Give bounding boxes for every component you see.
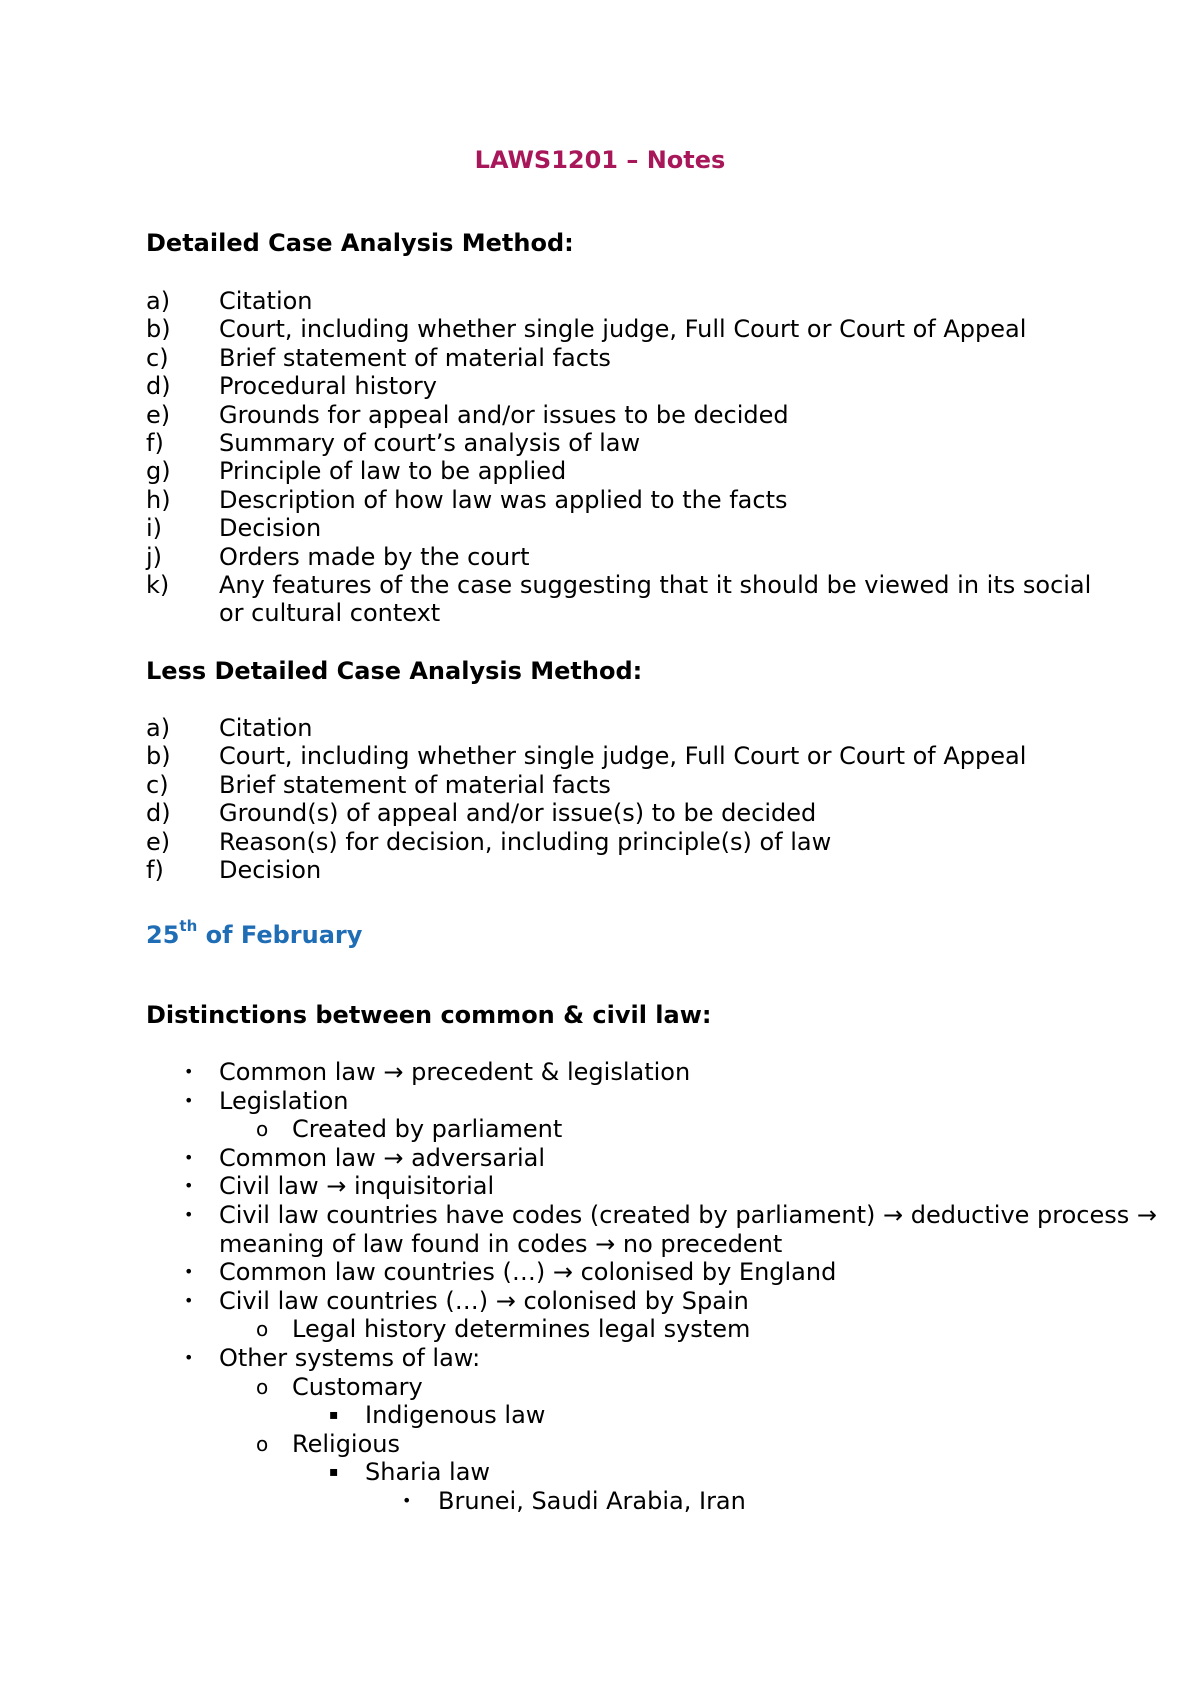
list-item [146,401,1119,429]
list-marker: k) [146,571,170,600]
list-item-text: Civil law countries have codes (created by parliament) → deductive process → meaning of law found in codes → no precedent [219,1200,1158,1258]
circle-bullet-icon: o [256,1117,269,1142]
list-item [146,486,1119,514]
list-item-text: Description of how law was applied to the facts [219,485,788,514]
list-item-text: Civil law countries (…) → colonised by Spain [219,1286,749,1315]
list-item [146,344,1119,372]
circle-bullet-icon: o [256,1374,269,1399]
list-item [146,799,1119,827]
list-item [146,457,1119,485]
page-title: LAWS1201 – Notes [474,146,726,174]
list-item [146,742,1119,770]
list-item [146,1058,1179,1087]
bullet-icon: • [184,1290,194,1310]
square-bullet-icon: ▪ [329,1407,339,1424]
detailed-method-list [146,287,1119,628]
list-item-text: Brief statement of material facts [219,770,611,799]
list-marker: b) [146,315,171,344]
detailed-method-heading: Detailed Case Analysis Method: [146,229,574,257]
list-item-text: Procedural history [219,372,437,401]
less-detailed-method-list [146,714,1119,884]
list-item-text: Principle of law to be applied [219,457,567,486]
list-item-text: Citation [219,287,313,315]
list-item-text: Legislation [219,1086,349,1115]
list-item [146,714,1119,742]
square-bullet-icon: ▪ [329,1464,339,1481]
date-heading [146,912,362,952]
date-ordinal-suffix: th [179,917,198,935]
list-item-text: Summary of court’s analysis of law [219,429,641,458]
list-item-text: Ground(s) of appeal and/or issue(s) to be decided [219,799,817,828]
list-item-text: Decision [219,514,322,543]
list-item [146,1458,1200,1487]
list-item-text: Customary [292,1372,423,1401]
list-item-text: Indigenous law [365,1401,546,1430]
list-marker: d) [146,799,171,828]
list-marker: e) [146,827,171,856]
list-item [146,1430,1200,1459]
list-item [146,1087,1179,1116]
list-marker: g) [146,457,171,486]
list-marker: b) [146,742,171,771]
list-item [146,828,1119,856]
list-item [146,856,1119,884]
list-item [146,1401,1200,1430]
list-item [146,429,1119,457]
list-item-text: Civil law → inquisitorial [219,1172,495,1201]
list-marker: c) [146,343,169,372]
list-marker: h) [146,485,171,514]
list-marker: c) [146,770,169,799]
bullet-icon: • [184,1090,194,1110]
list-item-text: Common law → adversarial [219,1143,545,1172]
bullet-icon: • [184,1147,194,1167]
list-item [146,571,1119,628]
list-item-text: Court, including whether single judge, Full Court or Court of Appeal [219,315,1027,344]
bullet-icon: • [184,1204,194,1224]
list-marker: i) [146,514,163,543]
list-item-text: Orders made by the court [219,542,530,571]
list-marker: a) [146,287,171,315]
list-item [146,543,1119,571]
list-item-text: Sharia law [365,1458,491,1487]
list-item-text: Created by parliament [292,1115,563,1144]
list-marker: d) [146,372,171,401]
list-item-text: Any features of the case suggesting that it should be viewed in its social or cultural context [219,571,1092,628]
date-month: of February [197,921,363,949]
list-item [146,372,1119,400]
list-item-text: Citation [219,714,313,742]
list-marker: a) [146,714,171,742]
list-item [146,1172,1179,1201]
list-marker: j) [146,542,163,571]
list-item-text: Legal history determines legal system [292,1315,751,1344]
list-item-text: Reason(s) for decision, including principle(s) of law [219,827,832,856]
list-item-text: Grounds for appeal and/or issues to be decided [219,400,789,429]
list-item-text: Brief statement of material facts [219,343,611,372]
list-marker: f) [146,856,164,885]
list-item [146,1373,1200,1402]
circle-bullet-icon: o [256,1317,269,1342]
list-marker: e) [146,400,171,429]
list-item [146,315,1119,343]
bullet-icon: • [184,1347,194,1367]
list-item [146,1344,1179,1373]
list-item-text: Decision [219,856,322,885]
list-item-text: Other systems of law: [219,1343,481,1372]
distinctions-heading: Distinctions between common & civil law: [146,1001,712,1029]
date-day: 25 [146,921,180,949]
list-item [146,771,1119,799]
bullet-icon: • [184,1262,194,1282]
list-item [146,1258,1179,1287]
list-item-text: Common law countries (…) → colonised by England [219,1258,837,1287]
list-item [146,1115,1200,1144]
list-item-text: Religious [292,1429,400,1458]
list-item [146,287,1119,315]
circle-bullet-icon: o [256,1431,269,1456]
list-item [146,1487,1200,1516]
less-detailed-method-heading: Less Detailed Case Analysis Method: [146,657,643,685]
list-item-text: Common law → precedent & legislation [219,1058,691,1086]
bullet-icon: • [184,1176,194,1196]
list-item [146,514,1119,542]
bullet-icon: • [402,1490,412,1510]
bullet-icon: • [184,1062,194,1081]
list-item [146,1201,1179,1258]
list-item [146,1315,1200,1344]
list-item [146,1144,1179,1173]
list-marker: f) [146,429,164,458]
distinctions-list [146,1058,1200,1516]
list-item-text: Brunei, Saudi Arabia, Iran [438,1486,746,1515]
list-item [146,1287,1179,1316]
list-item-text: Court, including whether single judge, Full Court or Court of Appeal [219,742,1027,771]
